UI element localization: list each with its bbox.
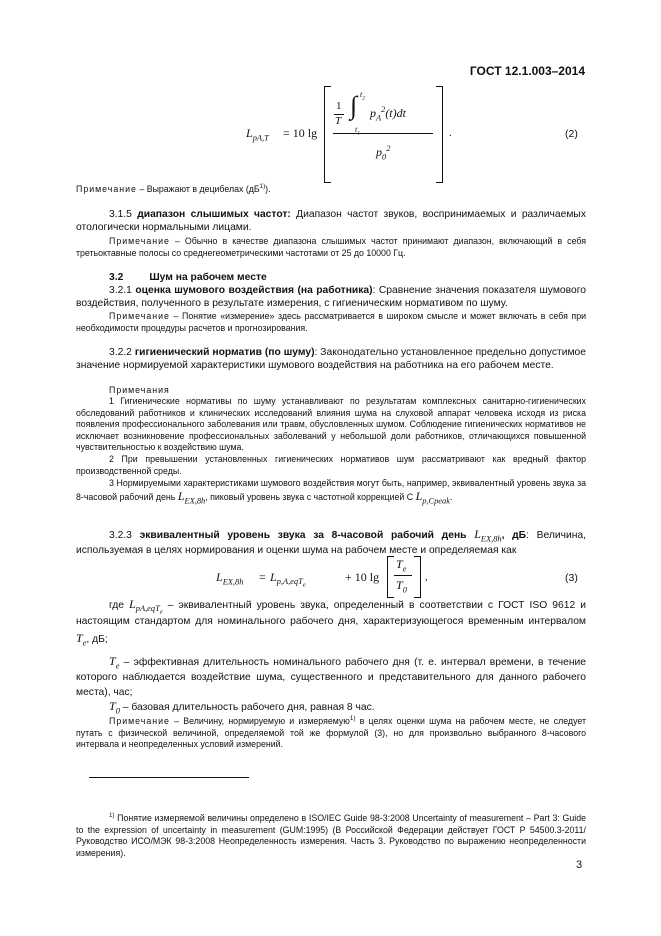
formula-3-tail: ,	[425, 572, 428, 583]
section-3-2-2-note-3: 3 Нормируемыми характеристиками шумового воздействия могут быть, например, эквивалентный уровень звука за 8-часовой рабочий день $L_{EX,8h}$, пиковый уровень звука с частотной коррекцией С $L_{p,Cpeak}$.	[76, 478, 586, 506]
formula-2-number: (2)	[565, 128, 578, 140]
formula-2-integral-sign: ∫	[350, 91, 358, 120]
section-3-2-2-notes-label: Примечания	[109, 385, 170, 395]
formula-3-fraction-line	[394, 575, 412, 576]
note-decibels: Примечание – Выражают в децибелах $(дБ^{1)})$.	[76, 183, 271, 194]
formula-2-den: $p_0^2$	[376, 144, 391, 162]
formula-2-tail: .	[449, 128, 452, 139]
section-3-2-heading: 3.2 Шум на рабочем месте	[109, 272, 267, 283]
formula-3-log: + 10 lg	[345, 570, 380, 584]
formula-3-bracket-left	[387, 556, 394, 598]
where-clause-t0: $T_0$ – базовая длительность рабочего дня, равная 8 час.	[109, 699, 375, 716]
formula-2-log: = 10 lg	[283, 126, 318, 140]
formula-3-number: (3)	[565, 572, 578, 584]
formula-3-lhs: $L_{EX,8h}$	[216, 570, 244, 587]
formula-3-den: $T_0$	[396, 578, 407, 595]
section-3-1-5-note: Примечание – Обычно в качестве диапазона слышимых частот принимают диапазон, включающий в себя третьоктавные полосы со среднегеометрическими частотами от 25 до 10000 Гц.	[76, 236, 586, 258]
section-3-2-2-note-2: 2 При превышении установленных гигиенических нормативов шум рассматривают как вредный фактор производственной среды.	[76, 454, 586, 476]
where-clause-leq: где $L_{pA,eqT_e}$ – эквивалентный уровень звука, определенный в соответствии с ГОСТ ISO 9612 и настоящим стандартом для номинального рабочего дня, характеризующегося временным интервалом $T_e$, дБ;	[76, 597, 586, 648]
section-3-1-5: 3.1.5 диапазон слышимых частот: Диапазон частот звуков, воспринимаемых и различаемых отологически нормальными лицами.	[76, 209, 586, 233]
page-number: 3	[576, 859, 583, 871]
section-3-2-1: 3.2.1 оценка шумового воздействия (на работника): Сравнение значения показателя шумового воздействия, полученного в результате измерения, с гигиеническим нормативом по шуму.	[76, 285, 586, 309]
formula-3-eq: =	[259, 570, 266, 584]
formula-2-int-upper: $t_2$	[360, 90, 366, 102]
where-clause-te: $T_e$ – эффективная длительность номинального рабочего дня (т. е. интервал времени, в течение которого наблюдается воздействие шума, существенного и представительного для данного рабочего места), час;	[76, 654, 586, 698]
section-3-2-1-note: Примечание – Понятие «измерение» здесь рассматривается в широком смысле и может включать в себя при необходимости процедуры расчетов и прогнозирования.	[76, 311, 586, 333]
formula-2-integrand: $p_A^2(t)dt$	[370, 105, 406, 123]
formula-3-bracket-right	[414, 556, 421, 598]
formula-3-term1: $L_{p,A,eqT_e}$	[270, 570, 306, 590]
footnote: $^{1)}$ Понятие измеряемой величины определено в ISO/IEC Guide 98-3:2008 Uncertainty of measurement – Part 3: Guide to the expression of uncertainty in measurement (GUM:1995) (В Российской Федерации действует ГОСТ Р 54500.3-2011/Руководство ИСО/МЭК 98-3:2008 Неопределенность измерения. Часть 3. Руководство по выражению неопределенности измерения).	[76, 812, 586, 858]
formula-2-coef-num: 1	[336, 100, 342, 112]
section-3-2-3: 3.2.3 эквивалентный уровень звука за 8-часовой рабочий день $L_{EX,8h}$, дБ: Величина, используемая в целях нормирования и оценки шума на рабочем месте и определяемая как	[76, 527, 586, 556]
formula-3-num: $T_e$	[396, 557, 407, 574]
document-header: ГОСТ 12.1.003–2014	[469, 64, 585, 78]
footnote-separator	[89, 777, 249, 778]
section-3-2-2: 3.2.2 гигиенический норматив (по шуму): Законодательно установленное предельно допустимое значение нормируемой характеристики шумового воздействия на работника на его рабочем месте.	[76, 347, 586, 371]
formula-2-lhs: $L_{pA,T}$	[246, 126, 269, 143]
formula-2-coef-den: T	[335, 115, 342, 127]
formula-2-int-lower: $t_1$	[355, 125, 361, 137]
note-measured-quantity: Примечание – Величину, нормируемую и измеряемую$^{1)}$ в целях оценки шума на рабочем месте, не следует путать с физической величиной, определяемой той же формулой (3), но для произвольно выбранного 8-часового интервала и неопределенных условий измерений.	[76, 715, 586, 750]
section-3-2-2-note-1: 1 Гигиенические нормативы по шуму устанавливают по результатам комплексных санитарно-гигиенических обследований работников и клинических исследований влияния шума на слуховой аппарат человека исходя из риска появления профессионального заболевания или травм, обусловленных шумом. Соблюдение гигиенических нормативов не исключает возникновение профессиональных заболеваний у небольшой доли работников, отличающихся повышенной чувствительностью к воздействию шума.	[76, 396, 586, 453]
